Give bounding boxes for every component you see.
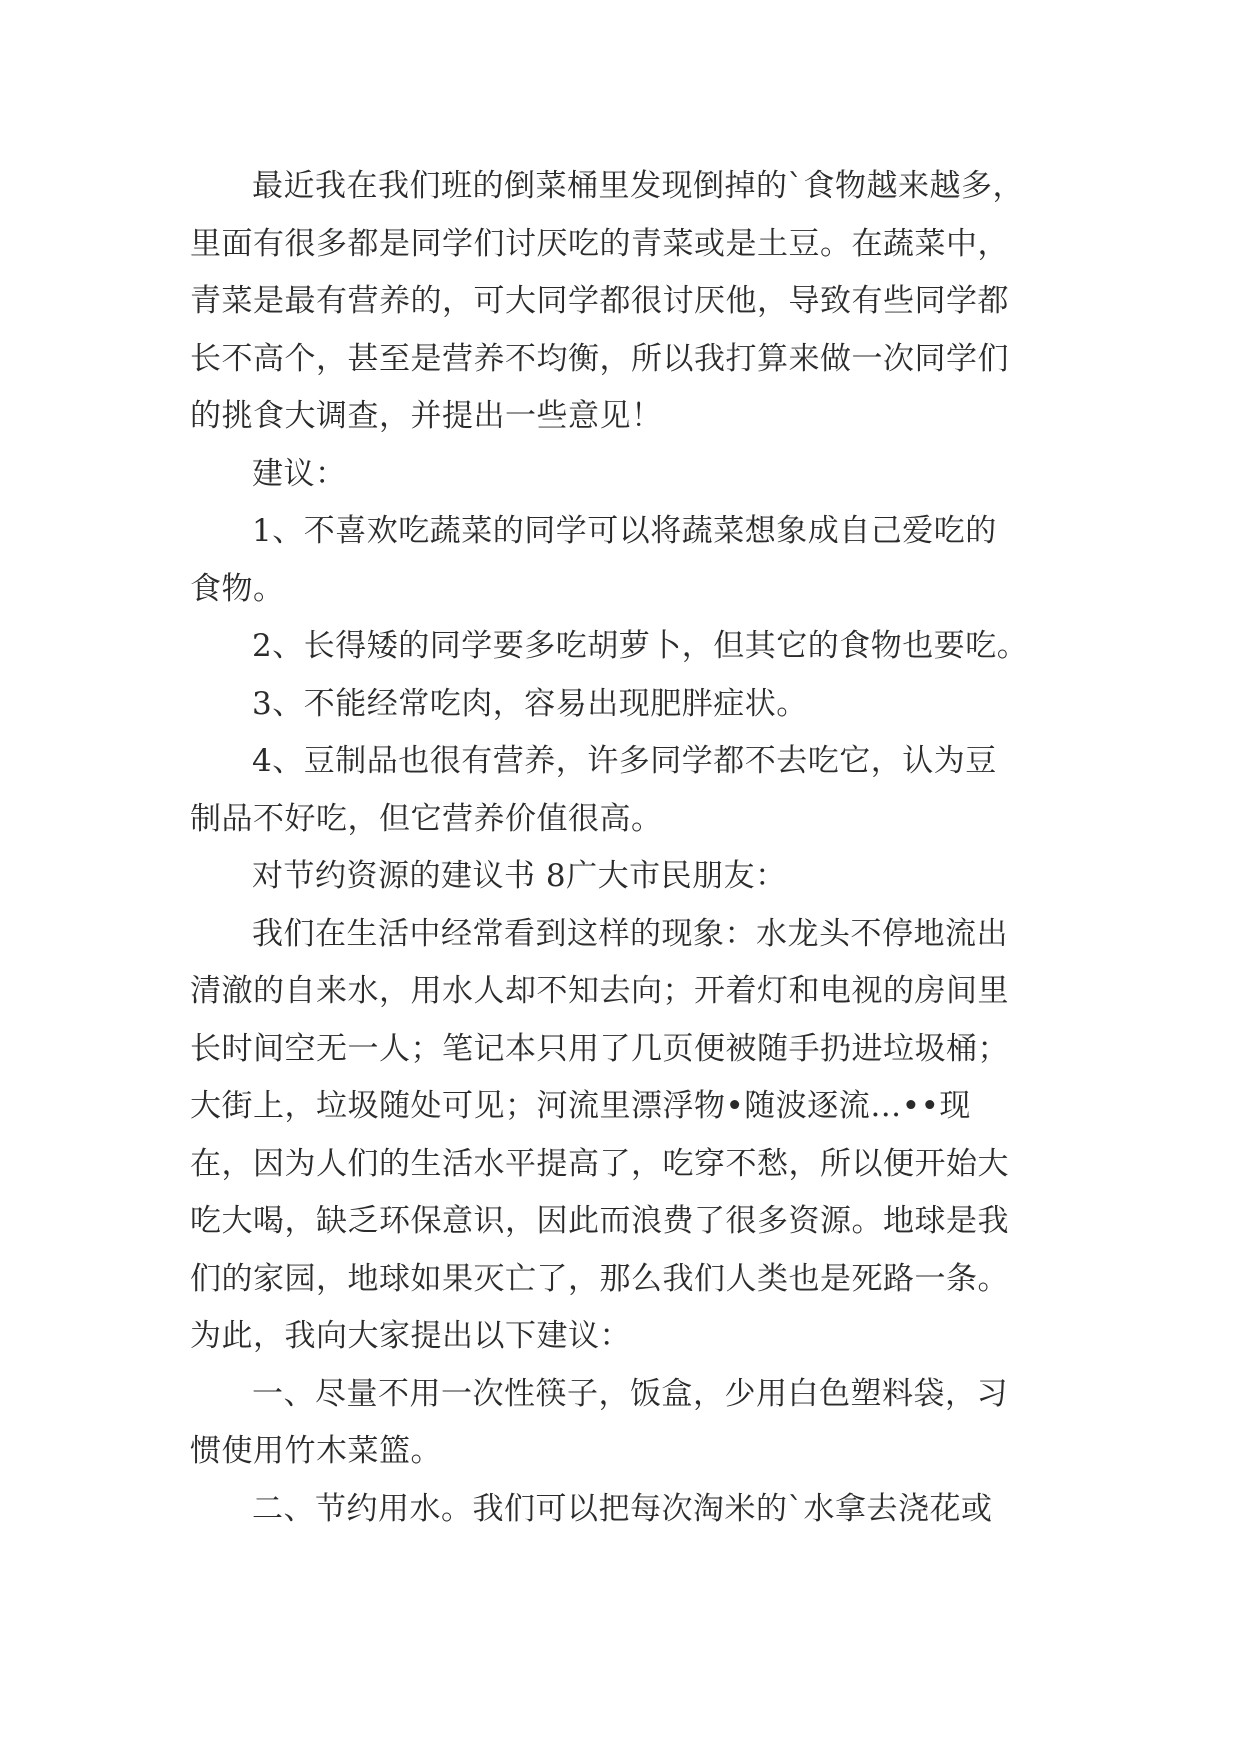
text-line: 最近我在我们班的倒菜桶里发现倒掉的`食物越来越多， — [252, 168, 1024, 204]
text-line: 里面有很多都是同学们讨厌吃的青菜或是土豆。在蔬菜中， — [190, 225, 1009, 262]
text-line: 4、豆制品也很有营养，许多同学都不去吃它，认为豆 — [252, 743, 997, 779]
text-line: 2、长得矮的同学要多吃胡萝卜，但其它的食物也要吃。 — [252, 628, 1029, 664]
text-line: 长时间空无一人；笔记本只用了几页便被随手扔进垃圾桶； — [190, 1030, 1009, 1067]
text-line: 建议： — [252, 455, 347, 492]
text-line: 青菜是最有营养的，可大同学都很讨厌他，导致有些同学都 — [190, 283, 1009, 319]
text-line: 3、不能经常吃肉，容易出现肥胖症状。 — [252, 685, 808, 722]
text-line: 为此，我向大家提出以下建议： — [190, 1318, 631, 1354]
text-line: 我们在生活中经常看到这样的现象：水龙头不停地流出 — [252, 915, 1008, 952]
text-line: 一、尽量不用一次性筷子，饭盒，少用白色塑料袋，习 — [252, 1375, 1008, 1412]
text-line: 们的家园，地球如果灭亡了，那么我们人类也是死路一条。 — [190, 1260, 1009, 1297]
text-line: 对节约资源的建议书 8广大市民朋友： — [252, 858, 787, 894]
text-line: 二、节约用水。我们可以把每次淘米的`水拿去浇花或 — [252, 1490, 993, 1527]
text-line: 大街上，垃圾随处可见；河流里漂浮物•随波逐流…••现 — [190, 1088, 971, 1124]
text-line: 清澈的自来水，用水人却不知去向；开着灯和电视的房间里 — [190, 973, 1009, 1009]
text-line: 的挑食大调查，并提出一些意见！ — [190, 398, 663, 434]
text-line: 食物。 — [190, 570, 285, 607]
text-line: 1、不喜欢吃蔬菜的同学可以将蔬菜想象成自己爱吃的 — [252, 513, 997, 549]
document-page — [190, 158, 1070, 1538]
text-line: 吃大喝，缺乏环保意识，因此而浪费了很多资源。地球是我 — [190, 1203, 1009, 1239]
text-line: 在，因为人们的生活水平提高了，吃穿不愁，所以便开始大 — [190, 1145, 1009, 1182]
text-line: 长不高个，甚至是营养不均衡，所以我打算来做一次同学们 — [190, 340, 1009, 377]
text-line: 惯使用竹木菜篮。 — [190, 1433, 442, 1469]
text-line: 制品不好吃，但它营养价值很高。 — [190, 800, 663, 837]
